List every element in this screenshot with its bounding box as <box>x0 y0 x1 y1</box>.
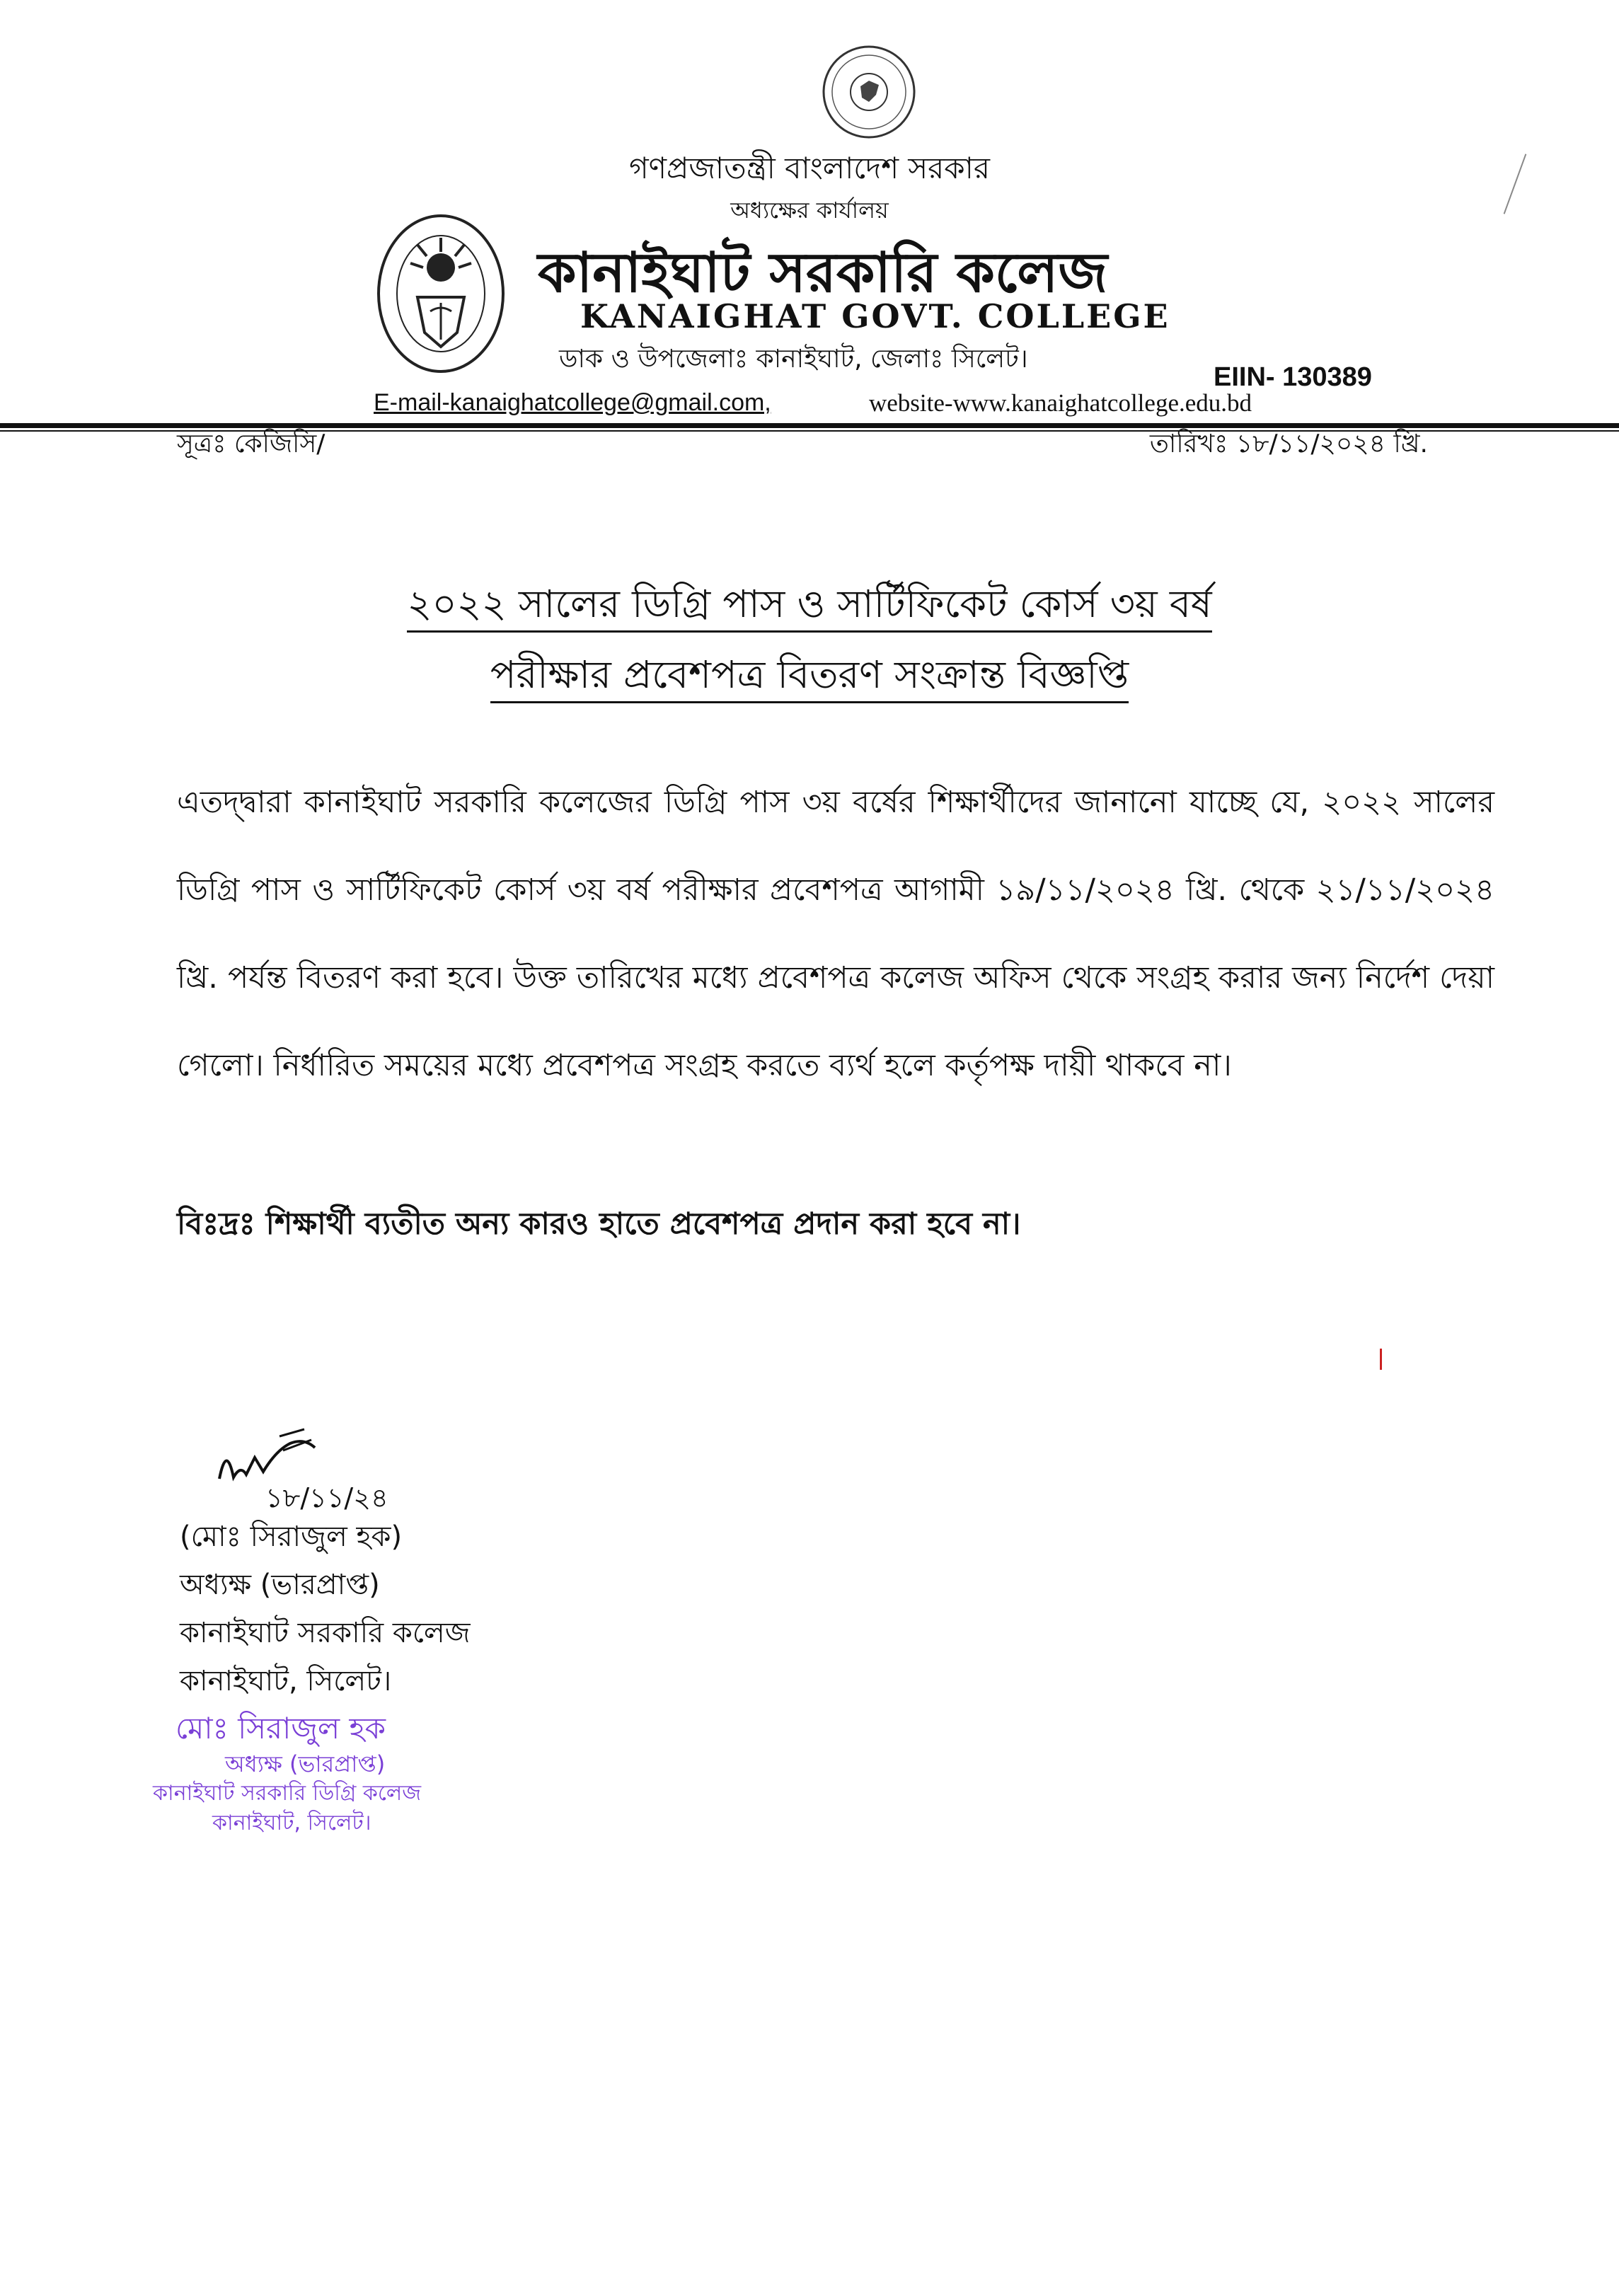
email-address: E-mail-kanaighatcollege@gmail.com, <box>374 389 771 416</box>
stamp-location: কানাইঘাট, সিলেট। <box>212 1811 371 1835</box>
notice-title-line-2-text: পরীক্ষার প্রবেশপত্র বিতরণ সংক্রান্ত বিজ্ঞপ্তি <box>490 652 1129 703</box>
eiin-number: EIIN- 130389 <box>1214 362 1372 392</box>
scan-mark <box>1380 1349 1382 1370</box>
stamp-institution: কানাইঘাট সরকারি ডিগ্রি কলেজ <box>153 1781 422 1806</box>
signatory-name: (মোঃ সিরাজুল হক) <box>180 1521 403 1553</box>
stamp-designation: অধ্যক্ষ (ভারপ্রাপ্ত) <box>225 1750 386 1777</box>
college-logo-icon <box>374 212 508 382</box>
handwritten-date: ১৮/১১/২৪ <box>265 1482 388 1513</box>
office-name: অধ্যক্ষের কার্যালয় <box>730 197 889 224</box>
signatory-institution: কানাইঘাট সরকারি কলেজ <box>180 1617 471 1649</box>
stamp-name: মোঃ সিরাজুল হক <box>175 1711 386 1746</box>
handwritten-signature <box>212 1422 425 1514</box>
government-seal-icon <box>819 42 918 142</box>
notice-body: এতদ্দ্বারা কানাইঘাট সরকারি কলেজের ডিগ্রি পাস ৩য় বর্ষের শিক্ষার্থীদের জানানো যাচ্ছে যে, ২০২২ সালের ডিগ্রি পাস ও সার্টিফিকেট কোর্স ৩য় বর্ষ পরীক্ষার প্রবেশপত্র আগামী ১৯/১১/২০২৪ খ্রি. থেকে ২১/১১/২০২৪ খ্রি. পর্যন্ত বিতরণ করা হবে। উক্ত তারিখের মধ্যে প্রবেশপত্র কলেজ অফিস থেকে সংগ্রহ করার জন্য নির্দেশ দেয়া গেলো। নির্ধারিত সময়ের মধ্যে প্রবেশপত্র সংগ্রহ করতে ব্যর্থ হলে কর্তৃপক্ষ দায়ী থাকবে না। <box>177 785 1494 1083</box>
college-address: ডাক ও উপজেলাঃ কানাইঘাট, জেলাঃ সিলেট। <box>559 345 1028 374</box>
college-name-bengali: কানাইঘাট সরকারি কলেজ <box>538 241 1108 305</box>
notice-note: বিঃদ্রঃ শিক্ষার্থী ব্যতীত অন্য কারও হাতে প্রবেশপত্র প্রদান করা হবে না। <box>177 1206 1021 1242</box>
government-name: গণপ্রজাতন্ত্রী বাংলাদেশ সরকার <box>629 151 990 185</box>
notice-title-line-1-text: ২০২২ সালের ডিগ্রি পাস ও সার্টিফিকেট কোর্স ৩য় বর্ষ <box>407 582 1211 633</box>
notice-title-line-1 <box>0 575 1619 638</box>
college-name-english: KANAIGHAT GOVT. COLLEGE <box>580 297 1170 335</box>
notice-date: তারিখঃ ১৮/১১/২০২৪ খ্রি. <box>1149 429 1428 458</box>
website-address: website-www.kanaighatcollege.edu.bd <box>869 389 1252 417</box>
notice-title-line-2 <box>0 645 1619 709</box>
signatory-location: কানাইঘাট, সিলেট। <box>180 1665 392 1697</box>
reference-number: সূত্রঃ কেজিসি/ <box>177 429 325 458</box>
signatory-designation: অধ্যক্ষ (ভারপ্রাপ্ত) <box>180 1569 380 1601</box>
